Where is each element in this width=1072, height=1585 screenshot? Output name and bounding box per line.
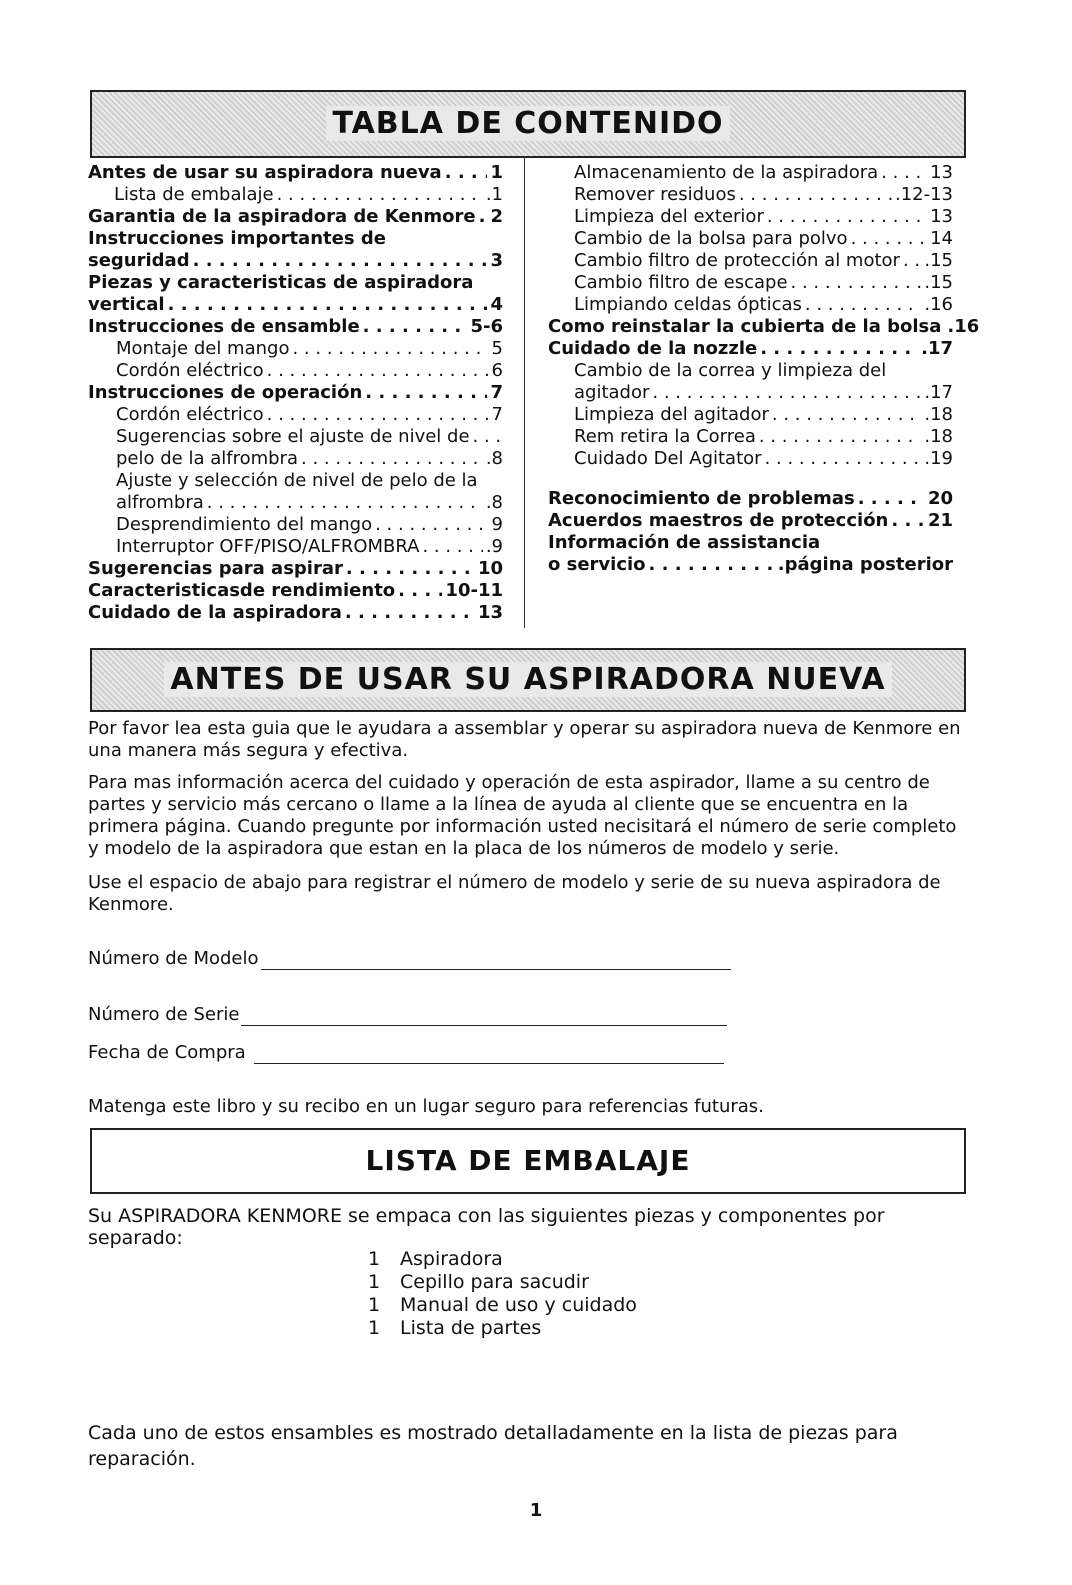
toc-entry-label: Desprendimiento del mango [116,514,373,535]
toc-entry-label: seguridad [88,250,190,271]
toc-entry-page: 20 [927,488,953,509]
toc-leader-dots [363,316,468,338]
toc-leader-dots [473,426,500,448]
purchase-date-field [88,1042,724,1064]
toc-entry-label: Caracteristicasde rendimiento [88,580,396,601]
toc-entry-label: Cordón eléctrico [116,404,264,425]
toc-entry [88,602,503,624]
toc-entry [88,382,503,404]
packing-list-item [368,1271,637,1294]
register-paragraph: Use el espacio de abajo para registrar el número de modelo y serie de su nueva aspiradora de Kenmore. [88,872,941,915]
toc-entry [88,184,503,206]
toc-entry [548,316,980,338]
toc-entry [548,448,953,470]
toc-entry-label: Lista de embalaje [114,184,274,205]
toc-leader-dots [891,510,925,532]
toc-entry-label: Antes de usar su aspiradora nueva [88,162,442,183]
toc-entry-label: Garantia de la aspiradora de Kenmore [88,206,476,227]
toc-entry-label: Almacenamiento de la aspiradora [574,162,879,183]
toc-entry-page: .19 [924,448,953,469]
toc-right-column [548,162,980,576]
toc-entry [88,360,503,382]
toc-entry-page: .12-13 [894,184,953,205]
item-name: Manual de uso y cuidado [400,1294,637,1316]
purchase-date-line [254,1045,724,1064]
toc-entry-page: 3 [490,250,503,271]
serial-number-field [88,1004,727,1026]
toc-entry-label: Como reinstalar la cubierta de la bolsa [548,316,942,337]
toc-leader-dots [193,250,488,272]
toc-entry-label: Cambio filtro de escape [574,272,788,293]
toc-entry-label: Limpiando celdas ópticas [574,294,802,315]
intro-paragraph: Por favor lea esta guia que le ayudara a assemblar y operar su aspiradora nueva de Kenmore en una manera más segura y efectiva. [88,718,961,761]
item-name: Cepillo para sacudir [400,1271,589,1293]
toc-entry-page: 6 [491,360,503,381]
toc-entry [88,580,503,602]
toc-leader-dots [903,250,921,272]
toc-entry [548,554,953,576]
toc-entry-label: Cambio filtro de protección al motor [574,250,900,271]
antes-banner [90,648,966,712]
toc-entry-page: 7 [491,404,503,425]
toc-leader-dots [791,272,922,294]
toc-entry-label: Cordón eléctrico [116,360,264,381]
item-quantity: 1 [368,1294,381,1316]
toc-leader-dots [881,162,927,184]
item-quantity: 1 [368,1271,381,1293]
toc-entry [548,228,953,250]
toc-entry-page: .15 [924,250,953,271]
toc-title: TABLA DE CONTENIDO [326,106,729,141]
toc-entry [548,404,953,426]
toc-entry-label: Instrucciones importantes de [88,228,386,249]
toc-entry [548,360,953,382]
model-number-line [261,951,731,970]
toc-entry-label: Cambio de la bolsa para polvo [574,228,848,249]
toc-leader-dots [168,294,488,316]
packing-list [368,1248,637,1340]
toc-entry [88,470,503,492]
toc-entry-page: .8 [485,492,503,513]
toc-entry [548,488,953,510]
toc-leader-dots [301,448,483,470]
toc-entry-page: .16 [947,316,980,337]
toc-entry-label: Cambio de la correa y limpieza del [574,360,887,381]
toc-entry-label: agitador [574,382,650,403]
toc-leader-dots [760,338,918,360]
antes-title: ANTES DE USAR SU ASPIRADORA NUEVA [164,662,891,697]
toc-entry [88,426,503,448]
toc-entry-page: .15 [924,272,953,293]
toc-entry-page: 5 [491,338,503,359]
toc-entry [88,206,503,228]
toc-entry [88,250,503,272]
toc-left-column [88,162,503,624]
toc-entry-page: 5-6 [470,316,503,337]
toc-entry [548,532,953,554]
toc-entry [548,250,953,272]
toc-entry-page: 21 [927,510,953,531]
toc-entry [548,338,953,360]
toc-leader-dots [292,338,488,360]
toc-leader-dots [398,580,442,602]
toc-leader-dots [772,404,921,426]
toc-leader-dots [267,404,489,426]
toc-entry [548,184,953,206]
toc-leader-dots [365,382,487,404]
toc-entry-page: .17 [921,338,953,359]
toc-leader-dots [767,206,927,228]
toc-entry [548,510,953,532]
toc-entry-label: Acuerdos maestros de protección [548,510,889,531]
toc-entry [88,558,503,580]
toc-entry-page: .9 [485,536,503,557]
toc-leader-dots [277,184,483,206]
page-number: 1 [529,1500,543,1521]
toc-entry-label: Reconocimiento de problemas [548,488,855,509]
toc-entry-label: Interruptor OFF/PISO/ALFROMBRA [116,536,420,557]
toc-leader-dots [445,162,488,184]
toc-entry-label: Sugerencias para aspirar [88,558,343,579]
toc-entry [548,272,953,294]
toc-entry-page: 13 [930,206,953,227]
toc-leader-dots [346,558,475,580]
toc-entry-page: 10-11 [445,580,503,601]
toc-entry [548,162,953,184]
toc-leader-dots [207,492,483,514]
toc-entry-label: Limpieza del exterior [574,206,764,227]
toc-entry-label: Ajuste y selección de nivel de pelo de la [116,470,478,491]
toc-entry [548,426,953,448]
packing-list-item [368,1248,637,1271]
toc-entry-page: .8 [485,448,503,469]
toc-leader-dots [805,294,921,316]
item-name: Lista de partes [400,1317,542,1339]
toc-entry [88,294,503,316]
toc-entry-label: o servicio [548,554,646,575]
toc-entry-page: 1 [490,162,503,183]
toc-entry-label: pelo de la alfrombra [116,448,298,469]
toc-entry-page: .17 [924,382,953,403]
toc-entry-page: 9 [491,514,503,535]
toc-entry-label: Cuidado Del Agitator [574,448,762,469]
serial-number-line [241,1007,727,1026]
toc-divider [524,156,525,628]
toc-entry [88,228,503,250]
toc-entry [548,294,953,316]
toc-entry-page: .18 [924,426,953,447]
toc-leader-dots [765,448,922,470]
toc-leader-dots [649,554,775,576]
purchase-date-label: Fecha de Compra [88,1042,246,1063]
toc-entry [88,536,503,558]
toc-banner [90,90,966,158]
toc-entry-page: 14 [930,228,953,249]
toc-entry-label: Instrucciones de operación [88,382,363,403]
packing-list-item [368,1317,637,1340]
toc-entry-label: Montaje del mango [116,338,290,359]
toc-leader-dots [858,488,925,510]
toc-entry-label: vertical [88,294,165,315]
toc-leader-dots [422,536,482,558]
toc-leader-dots [652,382,921,404]
toc-leader-dots [739,184,892,206]
toc-leader-dots [479,206,488,228]
serial-number-label: Número de Serie [88,1004,240,1025]
toc-entry-label: Cuidado de la aspiradora [88,602,342,623]
toc-entry [88,514,503,536]
toc-entry-page: 13 [477,602,503,623]
toc-leader-dots [375,514,488,536]
toc-entry-page: .1 [485,184,503,205]
toc-entry-page: 2 [490,206,503,227]
toc-entry [88,492,503,514]
toc-entry [88,162,503,184]
info-paragraph: Para mas información acerca del cuidado y operación de esta aspirador, llame a su centro de partes y servicio más cercano o llame a la línea de ayuda al cliente que se encuentra en la primera página. Cuando pregunte por información usted necisitará el número de serie completo y modelo de la aspiradora que estan en la placa de los números de modelo y serie. [88,772,957,859]
toc-entry [88,316,503,338]
model-number-field [88,948,731,970]
toc-entry [548,206,953,228]
toc-entry-label: Remover residuos [574,184,736,205]
packing-list-item [368,1294,637,1317]
toc-entry-label: alfrombra [116,492,204,513]
toc-entry [88,272,503,294]
toc-entry-page: .página posterior [777,554,953,575]
toc-leader-dots [851,228,928,250]
toc-leader-dots [759,426,922,448]
toc-entry-page: .16 [924,294,953,315]
toc-entry-label: Información de assistancia [548,532,821,553]
toc-entry-label: Sugerencias sobre el ajuste de nivel de [116,426,470,447]
model-number-label: Número de Modelo [88,948,259,969]
toc-entry-label: Piezas y caracteristicas de aspiradora [88,272,474,293]
toc-entry-label: Rem retira la Correa [574,426,756,447]
toc-entry-label: Instrucciones de ensamble [88,316,360,337]
toc-entry [88,404,503,426]
toc-leader-dots [267,360,489,382]
keep-paragraph: Matenga este libro y su recibo en un lugar seguro para referencias futuras. [88,1096,764,1117]
lista-intro: Su ASPIRADORA KENMORE se empaca con las siguientes piezas y componentes por separado: [88,1205,885,1249]
item-quantity: 1 [368,1248,381,1270]
toc-entry-label: Cuidado de la nozzle [548,338,758,359]
toc-entry [88,338,503,360]
toc-entry [88,448,503,470]
toc-entry-page: 10 [477,558,503,579]
toc-entry-label: Limpieza del agitador [574,404,769,425]
toc-entry-page: 4 [490,294,503,315]
lista-banner [90,1128,966,1194]
toc-entry-page: .18 [924,404,953,425]
toc-entry [548,382,953,404]
lista-title: LISTA DE EMBALAJE [365,1144,691,1177]
toc-entry-page: 7 [490,382,503,403]
toc-leader-dots [345,602,475,624]
item-quantity: 1 [368,1317,381,1339]
lista-closing: Cada uno de estos ensambles es mostrado detalladamente en la lista de piezas para reparación. [88,1422,898,1470]
toc-entry-page: 13 [930,162,953,183]
toc-gap [548,470,953,488]
item-name: Aspiradora [400,1248,503,1270]
